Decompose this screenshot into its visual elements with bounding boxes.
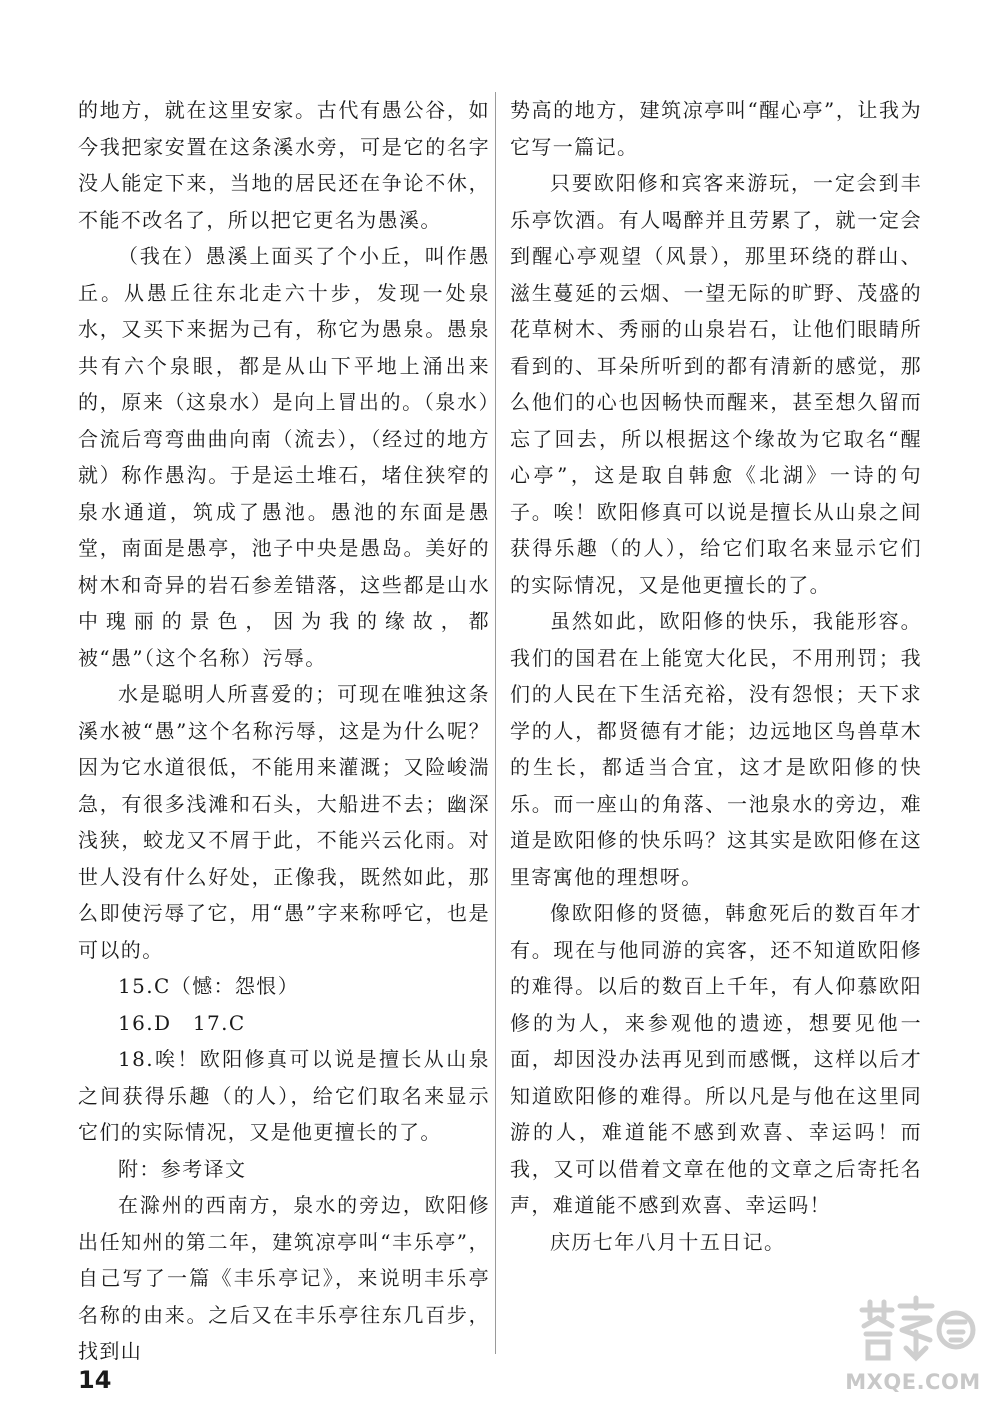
paragraph: 虽然如此，欧阳修的快乐，我能形容。我们的国君在上能宽大化民，不用刑罚；我们的人民在下生活充裕，没有怨恨；天下求学的人，都贤德有才能；边远地区鸟兽草木的生长，都适当合宜，这才是欧阳修的快乐。而一座山的角落、一池泉水的旁边，难道是欧阳修的快乐吗？这其实是欧阳修在这里寄寓他的理想呀。 [510, 609, 922, 889]
left-column [78, 92, 490, 1370]
watermark [838, 1290, 988, 1410]
answer-18: 18.唉！欧阳修真可以说是擅长从山泉之间获得乐趣（的人），给它们取名来显示它们的实际情况，又是他更擅长的了。 [78, 1047, 490, 1144]
paragraph: （我在）愚溪上面买了个小丘，叫作愚丘。从愚丘往东北走六十步，发现一处泉水，又买下来据为己有，称它为愚泉。愚泉共有六个泉眼，都是从山下平地上涌出来的，原来（这泉水）是向上冒出的。（泉水）合流后弯弯曲曲向南（流去），（经过的地方就）称作愚沟。于是运土堆石，堵住狭窄的泉水通道，筑成了愚池。愚池的东面是愚堂，南面是愚亭，池子中央是愚岛。美好的树木和奇异的岩石参差错落，这些都是山水中瑰丽的景色，因为我的缘故，都被“愚”（这个名称）污辱。 [78, 244, 490, 670]
watermark-url: MXQE.COM [845, 1370, 981, 1394]
answer-16-17: 16.D 17.C [118, 1010, 246, 1035]
paragraph: 在滁州的西南方，泉水的旁边，欧阳修出任知州的第二年，建筑凉亭叫“丰乐亭”，自己写了一篇《丰乐亭记》，来说明丰乐亭名称的由来。之后又在丰乐亭往东几百步，找到山 [78, 1193, 490, 1363]
column-divider [495, 92, 496, 1354]
right-column [510, 92, 922, 1260]
date-line: 庆历七年八月十五日记。 [550, 1229, 786, 1254]
paragraph: 像欧阳修的贤德，韩愈死后的数百年才有。现在与他同游的宾客，还不知道欧阳修的难得。以后的数百上千年，有人仰慕欧阳修的为人，来参观他的遗迹，想要见他一面，却因没办法再见到而感慨，这样以后才知道欧阳修的难得。所以凡是与他在这里同游的人，难道能不感到欢喜、幸运吗！而我，又可以借着文章在他的文章之后寄托名声，难道能不感到欢喜、幸运吗！ [510, 901, 922, 1217]
paragraph: 势高的地方，建筑凉亭叫“醒心亭”，让我为它写一篇记。 [510, 98, 922, 159]
paragraph: 只要欧阳修和宾客来游玩，一定会到丰乐亭饮酒。有人喝醉并且劳累了，就一定会到醒心亭观望（风景），那里环绕的群山、滋生蔓延的云烟、一望无际的旷野、茂盛的花草树木、秀丽的山泉岩石，让他们眼睛所看到的、耳朵所听到的都有清新的感觉，那么他们的心也因畅快而醒来，甚至想久留而忘了回去，所以根据这个缘故为它取名“醒心亭”，这是取自韩愈《北湖》一诗的句子。唉！欧阳修真可以说是擅长从山泉之间获得乐趣（的人），给它们取名来显示它们的实际情况，又是他更擅长的了。 [510, 171, 922, 597]
watermark-logo-icon [856, 1292, 976, 1366]
paragraph: 水是聪明人所喜爱的；可现在唯独这条溪水被“愚”这个名称污辱，这是为什么呢？因为它水道很低，不能用来灌溉；又险峻湍急，有很多浅滩和石头，大船进不去；幽深浅狭，蛟龙又不屑于此，不能兴云化雨。对世人没有什么好处，正像我，既然如此，那么即使污辱了它，用“愚”字来称呼它，也是可以的。 [78, 682, 490, 962]
paragraph: 的地方，就在这里安家。古代有愚公谷，如今我把家安置在这条溪水旁，可是它的名字没人能定下来，当地的居民还在争论不休，不能不改名了，所以把它更名为愚溪。 [78, 98, 490, 232]
translation-heading: 附：参考译文 [118, 1156, 247, 1181]
page-number: 14 [78, 1366, 112, 1394]
answer-15: 15.C（憾：怨恨） [118, 974, 300, 998]
